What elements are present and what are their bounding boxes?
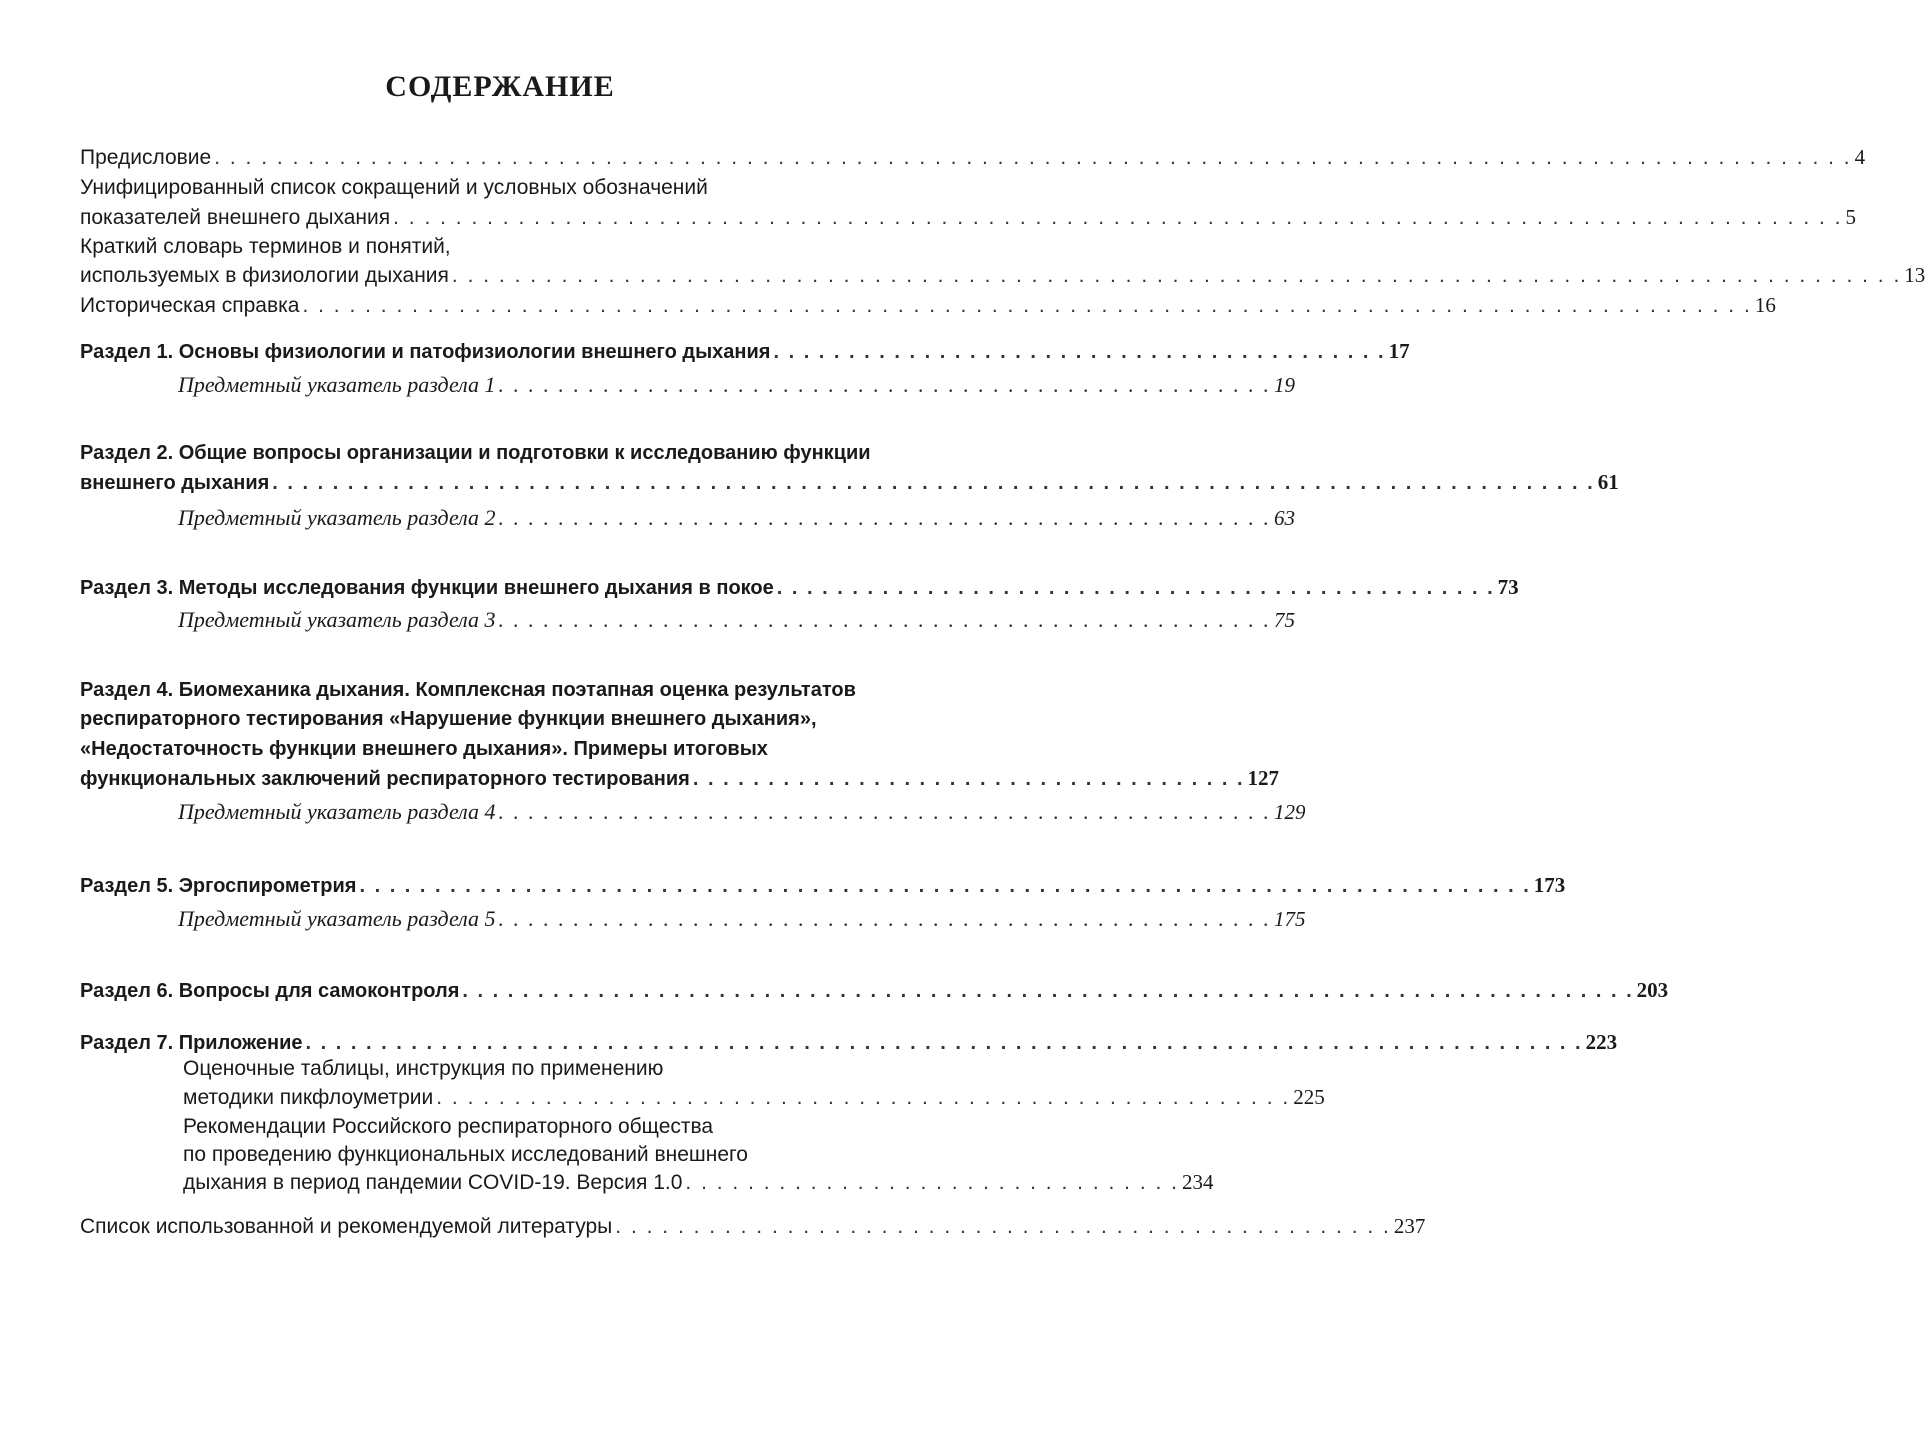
- page-title: СОДЕРЖАНИЕ: [385, 70, 615, 103]
- toc-entry-text: Раздел 4. Биомеханика дыхания. Комплексная поэтапная оценка результатов: [80, 679, 856, 701]
- dot-leader: . . . . . . . . . . . . . . . . . . . . . . . . . . . . . . . . . . . . . . . . . . . . . . . . . . . .: [498, 372, 1272, 397]
- toc-entry-text: Раздел 1. Основы физиологии и патофизиологии внешнего дыхания: [80, 341, 771, 363]
- dot-leader: . . . . . . . . . . . . . . . . . . . . . . . . . . . . . . . . . . . . . . . . . . . . . . . . . . . . . . . . . . . . . . . . . . . . . . . . . . . . . . . . . . . . .: [305, 1032, 1583, 1054]
- toc-page-number: 225: [1293, 1085, 1325, 1109]
- toc-entry-text: Раздел 7. Приложение: [80, 1032, 303, 1054]
- toc-entry-references[interactable]: [80, 1210, 1426, 1242]
- toc-entry-text: Унифицированный список сокращений и условных обозначений: [80, 176, 708, 199]
- dot-leader: . . . . . . . . . . . . . . . . . . . . . . . . . . . . . . . . . . . . . . . . . . . . . . . . . . . . . . . . . . . . . . . . . . . . . . . . . . . . . .: [359, 875, 1531, 897]
- dot-leader: . . . . . . . . . . . . . . . . . . . . . . . . . . . . . . . . . . . . . . . . . . . . . . . . . . . .: [498, 607, 1272, 632]
- toc-entry-preface[interactable]: [80, 141, 1866, 173]
- toc-entry-text: по проведению функциональных исследований внешнего: [183, 1143, 748, 1166]
- toc-entry-text: Список использованной и рекомендуемой литературы: [80, 1215, 613, 1238]
- toc-entry-section-4-cont[interactable]: [80, 762, 1279, 794]
- toc-entry-text: Предметный указатель раздела 2: [178, 505, 496, 530]
- toc-page-number: 4: [1854, 145, 1866, 169]
- toc-page-number: 203: [1636, 978, 1669, 1002]
- dot-leader: . . . . . . . . . . . . . . . . . . . . . . . . . . . . . . . . . . . . . . . . . . . . . . . .: [776, 577, 1495, 599]
- dot-leader: . . . . . . . . . . . . . . . . . . . . . . . . . . . . . . . . . . . . . . . . .: [773, 341, 1386, 363]
- toc-page-number: 127: [1247, 766, 1279, 790]
- toc-entry-section-5[interactable]: [80, 869, 1566, 901]
- toc-page-number: 175: [1274, 907, 1306, 931]
- toc-page-number: 63: [1274, 506, 1296, 530]
- toc-entry-text: используемых в физиологии дыхания: [80, 264, 449, 287]
- dot-leader: . . . . . . . . . . . . . . . . . . . . . . . . . . . . . . . . . . . . .: [692, 768, 1245, 790]
- toc-page-number: 13: [1904, 263, 1925, 287]
- toc-entry-section-2-cont[interactable]: [80, 466, 1619, 498]
- toc-entry-text: Рекомендации Российского респираторного общества: [183, 1115, 714, 1138]
- toc-page-number: 223: [1585, 1030, 1618, 1054]
- dot-leader: . . . . . . . . . . . . . . . . . . . . . . . . . . . . . . . . . . . . . . . . . . . . . . . . . . . . . . . . . . . . . . . . . . . . . . . . . . . . . .: [462, 980, 1634, 1002]
- dot-leader: . . . . . . . . . . . . . . . . . . . . . . . . . . . . . . . . . . . . . . . . . . . . . . . . . . . . . . . . . . . . . . . . . . . . . . . . . . . . . . . . . . . . . . . . . . . . .: [393, 206, 1843, 229]
- toc-page-number: 17: [1388, 339, 1410, 363]
- toc-entry-text: Оценочные таблицы, инструкция по применению: [183, 1057, 664, 1080]
- toc-entry-text: респираторного тестирования «Нарушение функции внешнего дыхания»,: [80, 708, 817, 730]
- toc-entry-section-3-index[interactable]: [178, 604, 1296, 636]
- toc-entry-text: Раздел 2. Общие вопросы организации и подготовки к исследованию функции: [80, 442, 871, 464]
- toc-page-number: 173: [1533, 873, 1566, 897]
- toc-entry-history[interactable]: [80, 289, 1776, 321]
- toc-entry-section-6[interactable]: [80, 974, 1669, 1006]
- toc-entry-appendix-recommendations-cont[interactable]: [183, 1166, 1214, 1198]
- toc-page-number: 234: [1182, 1170, 1214, 1194]
- toc-entry-text: Предметный указатель раздела 1: [178, 372, 496, 397]
- toc-entry-text: функциональных заключений респираторного тестирования: [80, 768, 690, 790]
- toc-entry-abbreviations-cont[interactable]: [80, 201, 1856, 233]
- toc-entry-text: методики пикфлоуметрии: [183, 1086, 434, 1109]
- toc-entry-text: Раздел 5. Эргоспирометрия: [80, 875, 357, 897]
- toc-entry-section-4-cont[interactable]: [80, 733, 920, 765]
- toc-entry-text: Предисловие: [80, 146, 212, 169]
- toc-entry-section-4-index[interactable]: [178, 796, 1306, 828]
- toc-entry-text: внешнего дыхания: [80, 472, 270, 494]
- toc-page-number: 129: [1274, 800, 1306, 824]
- toc-entry-text: Историческая справка: [80, 294, 300, 317]
- toc-entry-abbreviations[interactable]: [80, 172, 920, 204]
- dot-leader: . . . . . . . . . . . . . . . . . . . . . . . . . . . . . . . . . . . . . . . . . . . . . . . . . . . . . . . . . . . . . . . . . . . . . . . . . . . . . . . . . . . . . . . . . . . . .: [302, 294, 1752, 317]
- toc-entry-text: Раздел 6. Вопросы для самоконтроля: [80, 980, 460, 1002]
- toc-page-number: 61: [1597, 470, 1619, 494]
- toc-entry-text: Предметный указатель раздела 5: [178, 906, 496, 931]
- toc-entry-section-4-cont[interactable]: [80, 703, 920, 735]
- toc-entry-section-1[interactable]: [80, 335, 1410, 367]
- dot-leader: . . . . . . . . . . . . . . . . . . . . . . . . . . . . . . . . . . . . . . . . . . . . . . . . . .: [615, 1215, 1391, 1238]
- dot-leader: . . . . . . . . . . . . . . . . . . . . . . . . . . . . . . . . . . . . . . . . . . . . . . . . . . . . . . .: [436, 1086, 1291, 1109]
- dot-leader: . . . . . . . . . . . . . . . . . . . . . . . . . . . . . . . .: [685, 1171, 1179, 1194]
- toc-entry-section-2[interactable]: [80, 437, 920, 469]
- toc-entry-appendix-tables-cont[interactable]: [183, 1081, 1325, 1113]
- toc-page-number: 237: [1393, 1214, 1426, 1238]
- toc-entry-text: Раздел 3. Методы исследования функции внешнего дыхания в покое: [80, 577, 774, 599]
- toc-entry-section-2-index[interactable]: [178, 502, 1296, 534]
- toc-entry-section-1-index[interactable]: [178, 369, 1296, 401]
- toc-page-number: 73: [1497, 575, 1519, 599]
- dot-leader: . . . . . . . . . . . . . . . . . . . . . . . . . . . . . . . . . . . . . . . . . . . . . . . . . . . .: [498, 906, 1272, 931]
- dot-leader: . . . . . . . . . . . . . . . . . . . . . . . . . . . . . . . . . . . . . . . . . . . . . . . . . . . . . . . . . . . . . . . . . . . . . . . . . . . . . . . . . . . . . . . .: [272, 472, 1595, 494]
- toc-page-number: 75: [1274, 608, 1296, 632]
- toc-entry-section-5-index[interactable]: [178, 903, 1306, 935]
- toc-page-number: 5: [1845, 205, 1856, 229]
- toc-entry-text: дыхания в период пандемии COVID-19. Версия 1.0: [183, 1171, 683, 1194]
- dot-leader: . . . . . . . . . . . . . . . . . . . . . . . . . . . . . . . . . . . . . . . . . . . . . . . . . . . .: [498, 505, 1272, 530]
- dot-leader: . . . . . . . . . . . . . . . . . . . . . . . . . . . . . . . . . . . . . . . . . . . . . . . . . . . . . . . . . . . . . . . . . . . . . . . . . . . . . . . . . . . . . . . . . . . . .: [451, 264, 1902, 287]
- dot-leader: . . . . . . . . . . . . . . . . . . . . . . . . . . . . . . . . . . . . . . . . . . . . . . . . . . . .: [498, 799, 1272, 824]
- toc-entry-text: показателей внешнего дыхания: [80, 206, 391, 229]
- toc-entry-section-3[interactable]: [80, 571, 1519, 603]
- toc-page-number: 16: [1754, 293, 1776, 317]
- toc-entry-glossary-cont[interactable]: [80, 259, 1925, 291]
- toc-entry-section-4[interactable]: [80, 674, 920, 706]
- toc-entry-text: Краткий словарь терминов и понятий,: [80, 235, 451, 258]
- toc-page-number: 19: [1274, 373, 1296, 397]
- dot-leader: . . . . . . . . . . . . . . . . . . . . . . . . . . . . . . . . . . . . . . . . . . . . . . . . . . . . . . . . . . . . . . . . . . . . . . . . . . . . . . . . . . . . . . . . . . . . . . . . . . . . . . . . .: [214, 146, 1852, 169]
- toc-entry-text: «Недостаточность функции внешнего дыхания». Примеры итоговых: [80, 738, 768, 760]
- toc-entry-text: Предметный указатель раздела 4: [178, 799, 496, 824]
- toc-entry-text: Предметный указатель раздела 3: [178, 607, 496, 632]
